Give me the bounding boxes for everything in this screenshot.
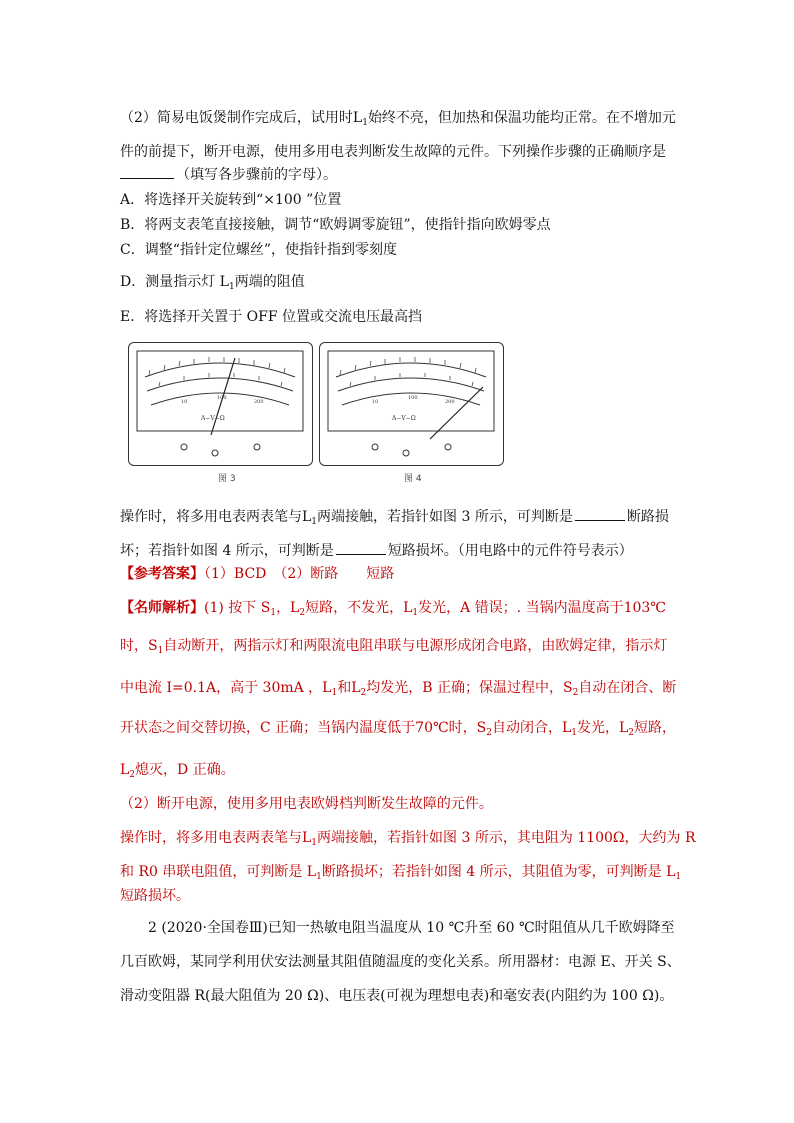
- option-c: C．调整“指针定位螺丝”，使指针指到零刻度: [120, 242, 398, 258]
- after-fig-line-1: 操作时，将多用电表两表笔与$L_1$两端接触，若指针如图 3 所示，可判断是 断路损: [120, 506, 669, 532]
- q3-line-3: 滑动变阻器 R(最大阻值为 20 Ω)、电压表(可视为理想电表)和毫安表(内阻约为 100 Ω)。: [120, 988, 674, 1004]
- fig3-caption: 图 3: [218, 474, 236, 484]
- svg-text:100: 100: [408, 395, 418, 401]
- analysis-line-5: $L_2$熄灭，D 正确。: [120, 762, 235, 780]
- analysis-line-9: 短路损坏。: [120, 888, 190, 904]
- svg-text:10: 10: [181, 399, 188, 405]
- svg-text:100: 100: [217, 395, 227, 401]
- after-fig-line-2: 坏；若指针如图 4 所示，可判断是 短路损坏。（用电路中的元件符号表示）: [120, 540, 633, 561]
- option-d: D．测量指示灯 $L_1$两端的阻值: [120, 274, 305, 292]
- meter-figures: [128, 342, 506, 484]
- analysis-line-6: （2）断开电源，使用多用电表欧姆档判断发生故障的元件。: [120, 796, 493, 812]
- q2-line-2: 件的前提下，断开电源，使用多用电表判断发生故障的元件。下列操作步骤的正确顺序是: [120, 144, 666, 160]
- meter-dial-4: [320, 343, 502, 464]
- option-b: B．将两支表笔直接接触，调节“欧姆调零旋钮”，使指针指向欧姆零点: [120, 217, 551, 233]
- dial-label-3: A−V−Ω: [201, 415, 225, 422]
- analysis-line-7: 操作时，将多用电表两表笔与$L_1$两端接触，若指针如图 3 所示，其电阻为 1100Ω，大约为 R: [120, 830, 696, 848]
- fig4-caption: 图 4: [404, 474, 422, 484]
- option-e: E．将选择开关置于 OFF 位置或交流电压最高挡: [120, 309, 423, 325]
- q3-line-1: 2 (2020·全国卷Ⅲ)已知一热敏电阻当温度从 10 ℃升至 60 ℃时阻值从几千欧姆降至: [148, 920, 675, 936]
- analysis-line-8: 和 R0 串联电阻值，可判断是 $L_1$断路损坏；若指针如图 4 所示，其阻值为零，可判断是 $L_1$: [120, 864, 682, 882]
- option-a: A．将选择开关旋转到“×100 ”位置: [120, 192, 342, 208]
- svg-text:200: 200: [445, 399, 455, 405]
- svg-text:10: 10: [372, 399, 379, 405]
- q2-line-3: （填写各步骤前的字母）。: [120, 164, 337, 185]
- pointer-3: [211, 358, 235, 435]
- svg-text:200: 200: [254, 399, 264, 405]
- dial-label-4: A−V−Ω: [392, 415, 416, 422]
- q3-line-2: 几百欧姆，某同学利用伏安法测量其阻值随温度的变化关系。所用器材：电源 E、开关 S、: [120, 954, 681, 970]
- analysis-line-2: 时，$S_1$自动断开，两指示灯和两限流电阻串联与电源形成闭合电路，由欧姆定律，指示灯: [120, 638, 668, 656]
- analysis-line-4: 开状态之间交替切换，C 正确；当锅内温度低于70℃时，$S_2$自动闭合，$L_1$发光，$L_2$短路，: [120, 720, 677, 738]
- answer-blank: [120, 164, 174, 179]
- answer-blank: [575, 506, 625, 521]
- reference-answer: 【参考答案】（1）BCD （2）断路 短路: [120, 566, 395, 582]
- meter-dial-3: [129, 343, 311, 464]
- meter-figure-3: [128, 342, 313, 466]
- answer-blank: [336, 540, 386, 555]
- analysis-line-1: 【名师解析】(1) 按下 $S_1$，$L_2$短路，不发光，$L_1$发光，A 错误；. 当锅内温度高于103℃: [120, 600, 666, 618]
- meter-figure-4: [319, 342, 504, 466]
- q2-line-1: （2）简易电饭煲制作完成后，试用时$L_1$始终不亮，但加热和保温功能均正常。在不增加元: [120, 110, 676, 128]
- analysis-line-3: 中电流 I=0.1A，高于 30mA ，$L_1$和$L_2$均发光，B 正确；保温过程中，$S_2$自动在闭合、断: [120, 680, 677, 698]
